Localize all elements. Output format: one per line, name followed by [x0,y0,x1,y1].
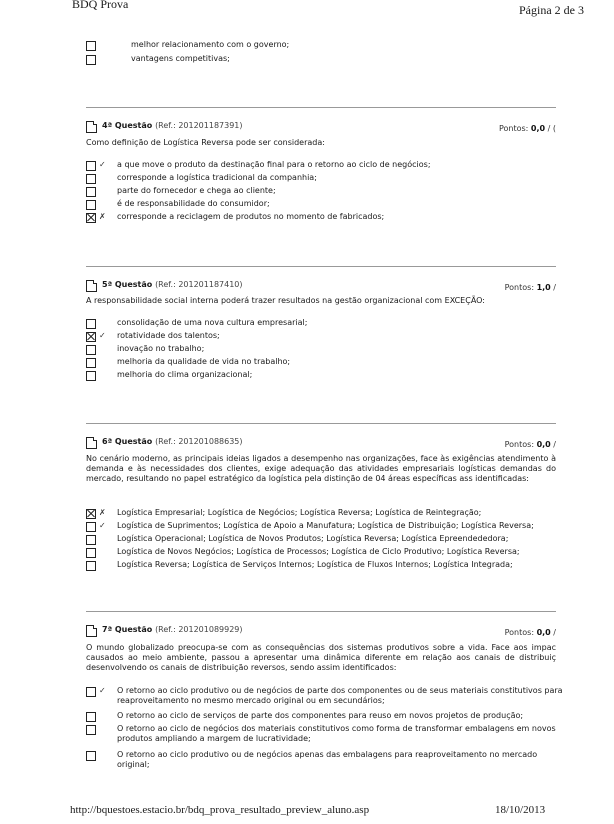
question-points: Pontos: 1,0 / [504,283,556,292]
option-text: O retorno ao ciclo de serviços de parte dos componentes para reuso em novos projetos de produção; [117,711,524,720]
option-text: Logística Empresarial; Logística de Negócios; Logística Reversa; Logística de Reintegração; [117,508,482,517]
checkbox-icon [86,345,96,355]
footer-date: 18/10/2013 [495,804,546,816]
question-header [86,625,556,637]
answer-option [86,534,566,545]
answer-option [86,508,566,519]
option-text: O retorno ao ciclo produtivo ou de negócios apenas das embalagens para reaproveitamento no mercado original; [117,750,538,769]
answer-option [86,724,566,744]
question-header [86,121,556,133]
checked-box-icon [86,213,96,223]
checkbox-icon [86,751,96,761]
answer-option [86,54,566,65]
document-icon [86,280,97,292]
check-icon: ✓ [99,331,106,340]
option-text: Logística de Suprimentos; Logística de Apoio a Manufatura; Logística de Distribuição; Logística Reversa; [117,521,534,530]
question-ref: (Ref.: 201201089929) [155,625,243,634]
divider [86,107,556,108]
question-points: Pontos: 0,0 / [504,440,556,449]
question-header [86,280,556,292]
option-text: Logística Reversa; Logística de Serviços Internos; Logística de Fluxos Internos; Logística Integrada; [117,560,513,569]
answer-option [86,331,566,342]
answer-option [86,318,566,329]
checkbox-icon [86,174,96,184]
answer-option [86,750,566,770]
checkbox-icon [86,371,96,381]
question-points: Pontos: 0,0 / ( [498,124,556,133]
question-title: 7ª Questão [102,625,153,634]
question-ref: (Ref.: 201201187391) [155,121,243,130]
option-text: corresponde a reciclagem de produtos no momento de fabricados; [117,212,385,221]
check-icon: ✓ [99,521,106,530]
answer-option [86,344,566,355]
question-header [86,437,556,449]
option-text: vantagens competitivas; [131,54,230,63]
page-number: Página 2 de 3 [519,3,584,17]
checkbox-icon [86,187,96,197]
option-text: melhoria do clima organizacional; [117,370,253,379]
divider [86,423,556,424]
option-text: melhoria da qualidade de vida no trabalho; [117,357,291,366]
answer-option [86,199,566,210]
checkbox-icon [86,522,96,532]
checkbox-icon [86,319,96,329]
option-text: melhor relacionamento com o governo; [131,40,290,49]
option-text: corresponde a logística tradicional da companhia; [117,173,317,182]
question-stem: A responsabilidade social interna poderá trazer resultados na gestão organizacional com EXCEÇÃO: [86,296,485,305]
answer-option [86,160,566,171]
question-points: Pontos: 0,0 / [504,628,556,637]
question-ref: (Ref.: 201201088635) [155,437,243,446]
wrong-icon: ✗ [99,508,106,517]
checkbox-icon [86,561,96,571]
option-text: Logística Operacional; Logística de Novos Produtos; Logística Reversa; Logística Epreendededora; [117,534,509,543]
answer-option [86,173,566,184]
checkbox-icon [86,535,96,545]
question-title: 6ª Questão [102,437,153,446]
page-header-title: BDQ Prova [72,0,129,11]
divider [86,611,556,612]
checkbox-icon [86,161,96,171]
answer-option [86,212,566,223]
question-ref: (Ref.: 201201187410) [155,280,243,289]
answer-option [86,547,566,558]
checkbox-icon [86,687,96,697]
answer-option [86,40,566,51]
check-icon: ✓ [99,160,106,169]
answer-option [86,521,566,532]
option-text: Logística de Novos Negócios; Logística de Processos; Logística de Ciclo Produtivo; Logística Reversa; [117,547,520,556]
option-text: é de responsabilidade do consumidor; [117,199,270,208]
footer-url: http://bquestoes.estacio.br/bdq_prova_resultado_preview_aluno.asp [70,804,370,816]
checkbox-icon [86,55,96,65]
question-stem: Como definição de Logística Reversa pode ser considerada: [86,138,325,147]
checked-box-icon [86,332,96,342]
option-text: rotatividade dos talentos; [117,331,220,340]
document-icon [86,121,97,133]
question-stem: No cenário moderno, as principais ideias ligados a desempenho nas organizações, face às exigências atendimento à demanda e às necessidades dos clientes, exige adequação das atividades empresariais logísticas demandas do mercado, resultando no papel estratégico da logística pela distinção de 04 áreas específicas ass identificadas: [86,454,556,483]
wrong-icon: ✗ [99,212,106,221]
option-text: inovação no trabalho; [117,344,205,353]
answer-option [86,370,566,381]
checkbox-icon [86,200,96,210]
checkbox-icon [86,548,96,558]
checkbox-icon [86,358,96,368]
checked-box-icon [86,509,96,519]
document-icon [86,625,97,637]
answer-option [86,560,566,571]
answer-option [86,357,566,368]
option-text: a que move o produto da destinação final para o retorno ao ciclo de negócios; [117,160,431,169]
answer-option [86,186,566,197]
question-title: 5ª Questão [102,280,153,289]
option-text: O retorno ao ciclo de negócios dos materiais constitutivos como forma de transformar embalagens em novos produtos ampliando a margem de lucratividade; [117,724,556,743]
question-stem: O mundo globalizado preocupa-se com as consequências dos sistemas produtivos sobre a vida. Face aos impac causados ao meio ambiente, passou a apresentar uma dinâmica diferente em relação aos canais de distribuiç desenvolvendo os canais de distribuição reversos, sendo assim identificados: [86,643,556,672]
option-text: consolidação de uma nova cultura empresarial; [117,318,308,327]
checkbox-icon [86,41,96,51]
check-icon: ✓ [99,686,106,695]
answer-option [86,686,566,706]
question-title: 4ª Questão [102,121,153,130]
divider [86,266,556,267]
option-text: O retorno ao ciclo produtivo ou de negócios de parte dos componentes ou de seus materiais constitutivos para reaproveitamento no mesmo mercado original ou em secundários; [117,686,563,705]
answer-option [86,711,566,722]
option-text: parte do fornecedor e chega ao cliente; [117,186,276,195]
checkbox-icon [86,712,96,722]
document-icon [86,437,97,449]
checkbox-icon [86,725,96,735]
